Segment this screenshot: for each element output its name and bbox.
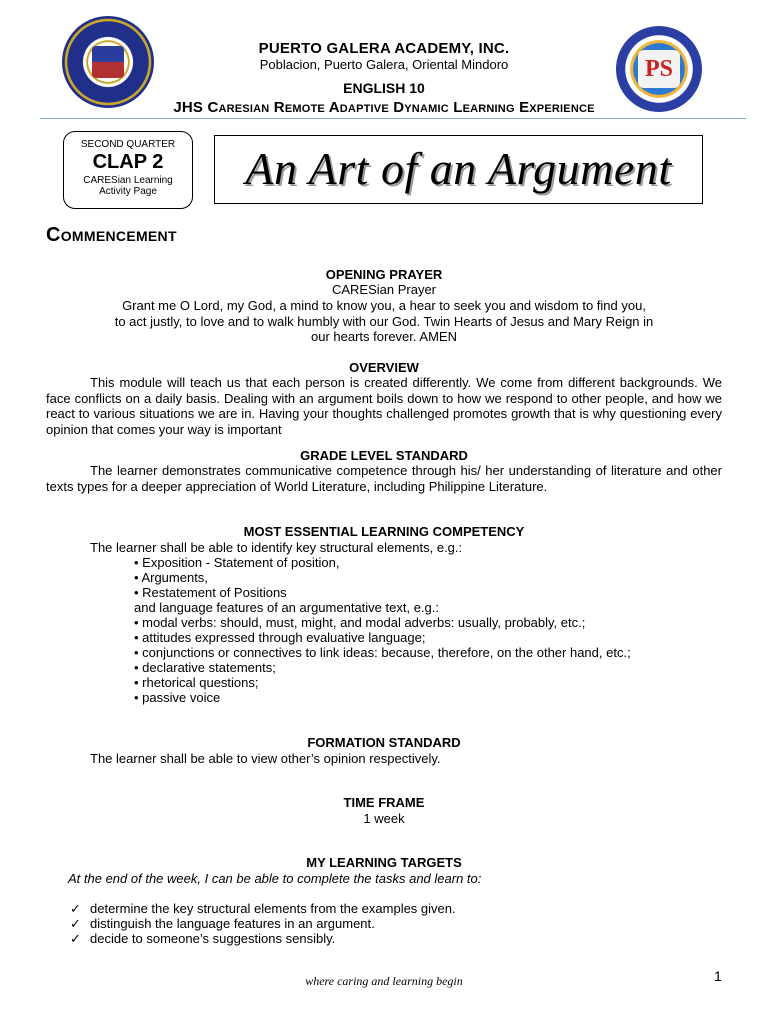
formation-standard-text: The learner shall be able to view other’s opinion respectively. xyxy=(90,751,441,766)
feature-item: • passive voice xyxy=(134,690,221,705)
competency-intro: The learner shall be able to identify key structural elements, e.g.: xyxy=(90,540,463,555)
header-divider xyxy=(40,118,746,119)
feature-item: • declarative statements; xyxy=(134,660,276,675)
prayer-line-2: to act justly, to love and to walk humbly with our God. Twin Hearts of Jesus and Mary Reign in xyxy=(114,314,654,329)
structural-item: • Exposition - Statement of position, xyxy=(134,555,340,570)
clap-badge xyxy=(63,131,193,209)
clap-title: CLAP 2 xyxy=(92,151,164,173)
check-icon: ✓ xyxy=(70,916,81,931)
check-icon: ✓ xyxy=(70,931,81,946)
prayer-name: CARESian Prayer xyxy=(331,282,437,297)
clap-quarter: SECOND QUARTER xyxy=(80,139,176,150)
page-number: 1 xyxy=(714,968,722,984)
learning-targets-intro: At the end of the week, I can be able to complete the tasks and learn to: xyxy=(68,871,482,886)
formation-standard-heading: FORMATION STANDARD xyxy=(307,735,461,750)
school-name: PUERTO GALERA ACADEMY, INC. xyxy=(258,40,510,57)
learning-target-item: ✓ distinguish the language features in an argument. xyxy=(70,916,375,931)
grade-level-standard-text: The learner demonstrates communicative competence through his/ her understanding of literature and other texts types for a deeper appreciation of World Literature, including Philippine Literature. xyxy=(46,463,722,494)
feature-item: • conjunctions or connectives to link ideas: because, therefore, on the other hand, etc.; xyxy=(134,645,631,660)
structural-item: • Arguments, xyxy=(134,570,208,585)
ps-seal-logo: PS xyxy=(616,26,702,112)
lesson-title: An Art of an Argument xyxy=(245,143,672,194)
overview-text: This module will teach us that each person is created differently. We come from different backgrounds. We face conflicts on a daily basis. Dealing with an argument boils down to how we respond to other people, and how we react to various situations we are in. Having your thoughts challenged promotes growth that is why questioning every opinion that comes your way is important xyxy=(46,375,722,437)
footer-motto: where caring and learning begin xyxy=(305,974,463,988)
feature-item: • attitudes expressed through evaluative language; xyxy=(134,630,426,645)
features-intro: and language features of an argumentative text, e.g.: xyxy=(134,600,439,615)
feature-item: • modal verbs: should, must, might, and modal adverbs: usually, probably, etc.; xyxy=(134,615,586,630)
time-frame-value: 1 week xyxy=(363,811,405,826)
overview-heading: OVERVIEW xyxy=(349,360,419,375)
check-icon: ✓ xyxy=(70,901,81,916)
opening-prayer-heading: OPENING PRAYER xyxy=(325,267,443,282)
subject-title: ENGLISH 10 xyxy=(343,80,425,96)
lesson-title-box xyxy=(214,135,703,204)
structural-item: • Restatement of Positions xyxy=(134,585,287,600)
program-title: JHS Caresian Remote Adaptive Dynamic Learning Experience xyxy=(173,99,595,116)
learning-target-item: ✓ decide to someone’s suggestions sensibly. xyxy=(70,931,336,946)
learning-targets-heading: MY LEARNING TARGETS xyxy=(306,855,462,870)
prayer-line-3: our hearts forever. AMEN xyxy=(311,329,457,344)
section-title: Commencement xyxy=(46,224,177,246)
school-address: Poblacion, Puerto Galera, Oriental Mindoro xyxy=(259,57,509,72)
learning-target-item: ✓ determine the key structural elements from the examples given. xyxy=(70,901,456,916)
competency-heading: MOST ESSENTIAL LEARNING COMPETENCY xyxy=(243,524,525,539)
grade-level-standard-heading: GRADE LEVEL STANDARD xyxy=(300,448,468,463)
time-frame-heading: TIME FRAME xyxy=(343,795,425,810)
feature-item: • rhetorical questions; xyxy=(134,675,259,690)
prayer-line-1: Grant me O Lord, my God, a mind to know you, a hear to seek you and wisdom to find you, xyxy=(122,298,646,313)
clap-subtitle: CARESian Learning Activity Page xyxy=(83,175,173,197)
